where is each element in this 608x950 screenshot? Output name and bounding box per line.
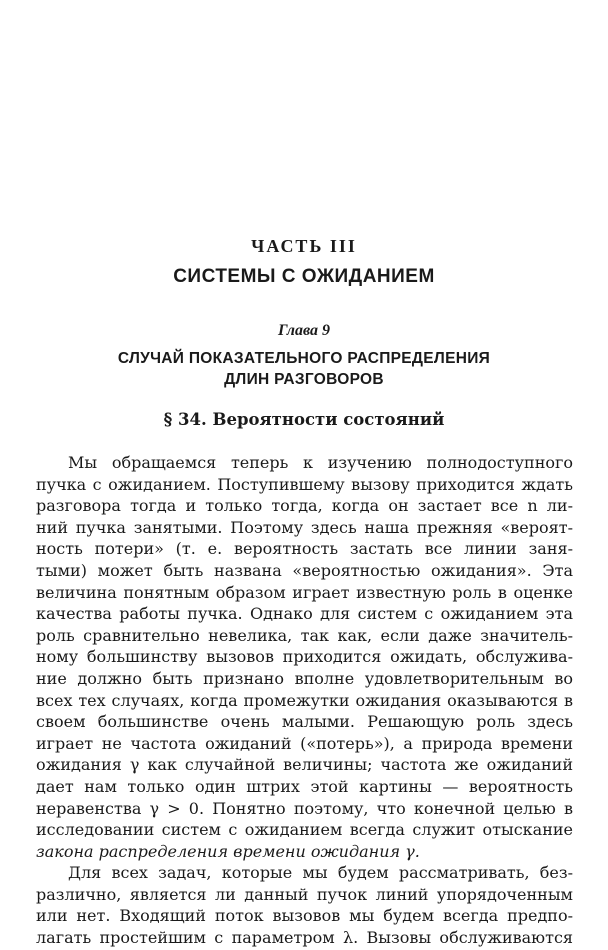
paragraph-2-line: различно, является ли данный пучок линий упорядоченным xyxy=(36,884,573,904)
body-text xyxy=(36,452,573,949)
chapter-title-line-2: ДЛИН РАЗГОВОРОВ xyxy=(224,371,384,388)
paragraph-1-line: исследовании систем с ожиданием всегда служит отыскание xyxy=(36,820,573,840)
paragraph-1-line: ний пучка занятыми. Поэтому здесь наша прежняя «вероят- xyxy=(36,517,573,537)
paragraph-1-line: неравенства γ > 0. Понятно поэтому, что конечной целью в xyxy=(36,798,573,818)
paragraph-1-line: качества работы пучка. Однако для систем с ожиданием эта xyxy=(36,604,573,624)
chapter-title-line-1: СЛУЧАЙ ПОКАЗАТЕЛЬНОГО РАСПРЕДЕЛЕНИЯ xyxy=(117,350,491,367)
paragraph-1-line: всех тех случаях, когда промежутки ожидания оказываются в xyxy=(36,690,573,710)
section-heading: § 34. Вероятности состояний xyxy=(163,410,445,429)
paragraph-1-line: ожидания γ как случайной величины; частота же ожиданий xyxy=(36,755,573,775)
paragraph-1-line: ному большинству вызовов приходится ожидать, обслужива- xyxy=(36,647,573,667)
paragraph-2-line: или нет. Входящий поток вызовов мы будем всегда предпо- xyxy=(36,906,573,926)
chapter-title xyxy=(0,348,608,390)
chapter-label: Глава 9 xyxy=(277,322,331,339)
paragraph-1-line: разговора тогда и только тогда, когда он застает все n ли- xyxy=(36,496,573,516)
paragraph-1-line: ность потери» (т. е. вероятность застать все линии заня- xyxy=(36,539,573,559)
paragraph-2-line: лагать простейшим с параметром λ. Вызовы обслуживаются xyxy=(36,928,573,948)
paragraph-1-line: ние должно быть признано вполне удовлетворительным во xyxy=(36,668,573,688)
paragraph-1-line: играет не частота ожиданий («потерь»), а природа времени xyxy=(36,733,573,753)
part-title: СИСТЕМЫ С ОЖИДАНИЕМ xyxy=(173,266,435,287)
paragraph-2-line: Для всех задач, которые мы будем рассматривать, без- xyxy=(68,863,573,883)
paragraph-1-line: пучка с ожиданием. Поступившему вызову приходится ждать xyxy=(36,474,573,494)
paragraph-1-line: своем большинстве очень малыми. Решающую роль здесь xyxy=(36,712,573,732)
paragraph-1-line: тыми) может быть названа «вероятностью ожидания». Эта xyxy=(36,560,573,580)
part-label: ЧАСТЬ III xyxy=(251,236,357,256)
paragraph-1-line: дает нам только один штрих этой картины — вероятность xyxy=(36,776,573,796)
paragraph-1-line: Мы обращаемся теперь к изучению полнодоступного xyxy=(68,453,573,472)
paragraph-1-italic-line: закона распределения времени ожидания γ. xyxy=(36,841,420,861)
paragraph-1-line: величина понятным образом играет известную роль в оценке xyxy=(36,582,573,602)
paragraph-1-line: роль сравнительно невелика, так как, если даже значитель- xyxy=(36,625,573,645)
